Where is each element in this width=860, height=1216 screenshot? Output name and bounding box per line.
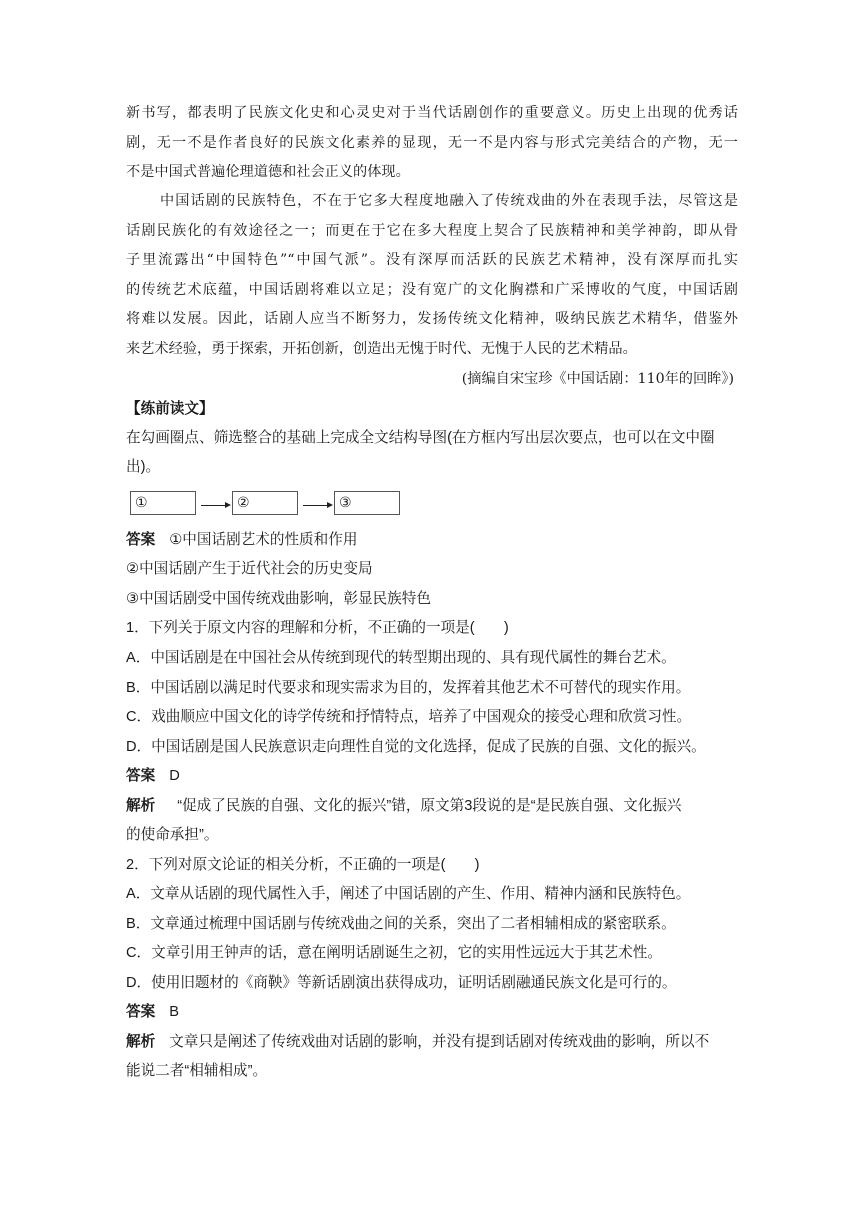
analysis-text: “促成了民族的自强、文化的振兴”错，原文第3段说的是“是民族自强、文化振兴	[177, 798, 682, 814]
option-d: D．使用旧题材的《商鞅》等新话剧演出获得成功，证明话剧融通民族文化是可行的。	[126, 975, 677, 991]
option-d: D．中国话剧是国人民族意识走向理性自觉的文化选择，促成了民族的自强、文化的振兴。	[126, 739, 706, 755]
answer-value: D	[169, 768, 180, 784]
answer-label: 答案	[126, 532, 156, 548]
passage-line: 剧，无一不是作者良好的民族文化素养的显现，无一不是内容与形式完美结合的产物，无一	[126, 135, 738, 151]
citation: (摘编自宋宝珍《中国话剧：110年的回眸》)	[461, 371, 734, 387]
analysis-label: 解析	[126, 798, 156, 814]
option-a: A．中国话剧是在中国社会从传统到现代的转型期出现的、具有现代属性的舞台艺术。	[126, 650, 676, 666]
answer-row	[126, 530, 738, 550]
option-a: A．文章从话剧的现代属性入手，阐述了中国话剧的产生、作用、精神内涵和民族特色。	[126, 886, 691, 902]
answer-row	[126, 766, 738, 786]
instruction-line: 出)。	[126, 459, 161, 475]
analysis-text: 文章只是阐述了传统戏曲对话剧的影响，并没有提到话剧对传统戏曲的影响，所以不	[169, 1034, 710, 1050]
analysis-text: 能说二者“相辅相成”。	[126, 1063, 268, 1079]
analysis-row	[126, 796, 738, 816]
passage-line: 来艺术经验，勇于探索，开拓创新，创造出无愧于时代、无愧于人民的艺术精品。	[126, 341, 637, 357]
passage-line: 新书写，都表明了民族文化史和心灵史对于当代话剧创作的重要意义。历史上出现的优秀话	[126, 105, 738, 121]
passage-line: 将难以发展。因此，话剧人应当不断努力，发扬传统文化精神，吸纳民族艺术精华，借鉴外	[126, 311, 738, 327]
passage-line: 话剧民族化的有效途径之一；而更在于它在多大程度上契合了民族精神和美学神韵，即从骨	[126, 223, 738, 239]
analysis-label: 解析	[126, 1034, 156, 1050]
answer-text: ③中国话剧受中国传统戏曲影响，彰显民族特色	[126, 591, 431, 607]
answer-label: 答案	[126, 768, 156, 784]
passage-line: 不是中国式普遍伦理道德和社会正义的体现。	[126, 164, 410, 180]
option-c: C．文章引用王钟声的话，意在阐明话剧诞生之初，它的实用性远远大于其艺术性。	[126, 945, 662, 961]
section-heading: 【练前读文】	[126, 401, 214, 417]
passage-line: 的传统艺术底蕴，中国话剧将难以立足；没有宽广的文化胸襟和广采博收的气度，中国话剧	[126, 282, 738, 298]
passage-line: 中国话剧的民族特色，不在于它多大程度地融入了传统戏曲的外在表现手法，尽管这是	[160, 193, 738, 209]
structure-box-3: ③	[334, 491, 400, 515]
option-b: B．文章通过梳理中国话剧与传统戏曲之间的关系，突出了二者相辅相成的紧密联系。	[126, 916, 676, 932]
option-b: B．中国话剧以满足时代要求和现实需求为目的，发挥着其他艺术不可替代的现实作用。	[126, 680, 691, 696]
question-stem: 2．下列对原文论证的相关分析，不正确的一项是( )	[126, 857, 480, 873]
structure-box-2: ②	[232, 491, 298, 515]
option-c: C．戏曲顺应中国文化的诗学传统和抒情特点，培养了中国观众的接受心理和欣赏习性。	[126, 709, 692, 725]
answer-text: ②中国话剧产生于近代社会的历史变局	[126, 561, 373, 577]
analysis-text: 的使命承担”。	[126, 827, 219, 843]
arrow-right-icon	[303, 505, 331, 507]
answer-text: ①中国话剧艺术的性质和作用	[169, 532, 358, 548]
analysis-row	[126, 1032, 738, 1052]
question-stem: 1．下列关于原文内容的理解和分析，不正确的一项是( )	[126, 620, 509, 636]
answer-row	[126, 1002, 738, 1022]
answer-value: B	[169, 1004, 179, 1020]
structure-box-1: ①	[130, 491, 196, 515]
passage-line: 子里流露出“中国特色”“中国气派”。没有深厚而活跃的民族艺术精神，没有深厚而扎实	[126, 252, 738, 268]
arrow-right-icon	[201, 505, 229, 507]
answer-label: 答案	[126, 1004, 156, 1020]
instruction-line: 在勾画圈点、筛选整合的基础上完成全文结构导图(在方框内写出层次要点，也可以在文中圈	[126, 430, 715, 446]
